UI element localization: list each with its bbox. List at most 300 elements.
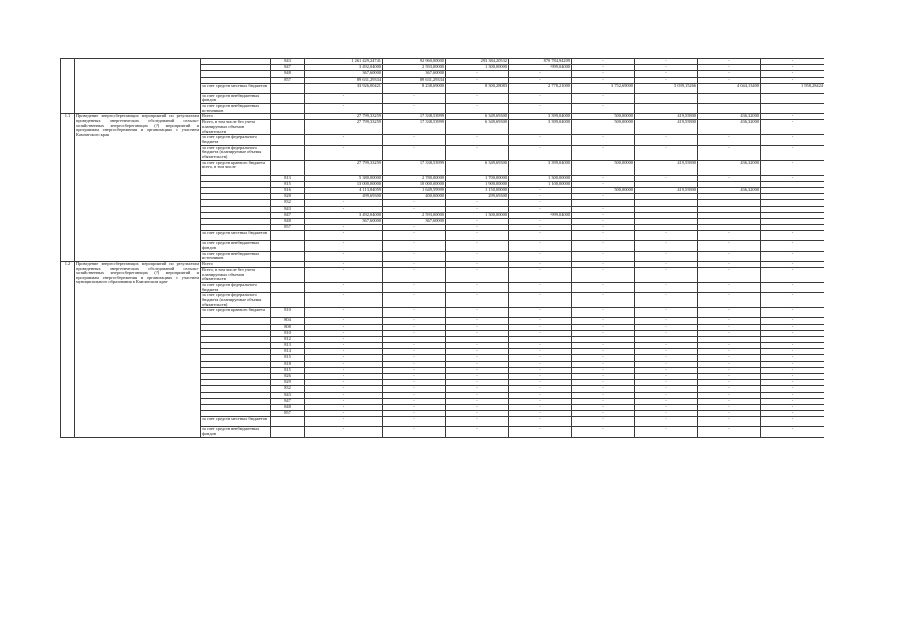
- value-cell: [635, 104, 698, 114]
- value-cell: -: [383, 330, 446, 336]
- value-cell: 500,00000: [572, 114, 635, 120]
- value-cell: -: [572, 194, 635, 200]
- value-cell: -: [635, 417, 698, 427]
- value-cell: 27 799,33259: [305, 120, 383, 135]
- budget-code: 812: [271, 336, 305, 342]
- value-cell: 436,32000: [698, 114, 761, 120]
- value-cell: -: [761, 330, 825, 336]
- budget-code: 815: [271, 367, 305, 373]
- value-cell: -: [509, 398, 572, 404]
- value-cell: 419,55800: [635, 160, 698, 175]
- value-cell: -: [698, 268, 761, 283]
- value-cell: 10 000,00000: [383, 181, 446, 187]
- value-cell: -: [572, 251, 635, 261]
- value-cell: -: [383, 268, 446, 283]
- value-cell: -: [761, 417, 825, 427]
- budget-table: [60, 58, 824, 438]
- value-cell: -: [446, 77, 509, 83]
- value-cell: -: [446, 268, 509, 283]
- value-cell: 4 113,84059: [305, 188, 383, 194]
- value-cell: 500,00000: [572, 188, 635, 194]
- value-cell: -: [446, 135, 509, 145]
- value-cell: -: [305, 135, 383, 145]
- value-cell: 293 384,20532: [446, 59, 509, 65]
- value-cell: -: [761, 293, 825, 308]
- value-cell: -: [383, 251, 446, 261]
- value-cell: -: [305, 231, 383, 241]
- value-cell: -: [446, 219, 509, 225]
- value-cell: -: [383, 404, 446, 410]
- value-cell: -: [698, 349, 761, 355]
- value-cell: -: [635, 427, 698, 437]
- value-cell: -: [446, 392, 509, 398]
- value-cell: -: [761, 427, 825, 437]
- funding-source: за счет средств внебюджетных источников: [201, 251, 271, 261]
- value-cell: 1 900,00000: [446, 181, 509, 187]
- value-cell: -: [635, 231, 698, 241]
- value-cell: -: [383, 318, 446, 324]
- budget-code: 857: [271, 77, 305, 83]
- value-cell: 367,60000: [383, 71, 446, 77]
- value-cell: -: [635, 145, 698, 160]
- value-cell: 299,69300: [446, 194, 509, 200]
- value-cell: -: [305, 104, 383, 114]
- value-cell: -: [698, 386, 761, 392]
- value-cell: 1 300,00000: [509, 175, 572, 181]
- value-cell: -: [509, 71, 572, 77]
- value-cell: 1 300,00000: [446, 212, 509, 218]
- value-cell: -: [635, 65, 698, 71]
- budget-code: 814: [271, 349, 305, 355]
- budget-code: [271, 241, 305, 251]
- value-cell: 436,32000: [698, 120, 761, 135]
- value-cell: -: [305, 268, 383, 283]
- budget-code: 810: [271, 330, 305, 336]
- budget-code: 813: [271, 175, 305, 181]
- value-cell: 419,55800: [635, 120, 698, 135]
- value-cell: -: [509, 367, 572, 373]
- value-cell: -: [383, 200, 446, 206]
- value-cell: -: [761, 349, 825, 355]
- value-cell: [698, 104, 761, 114]
- value-cell: -: [446, 261, 509, 267]
- budget-code: 857: [271, 225, 305, 231]
- value-cell: -: [635, 59, 698, 65]
- value-cell: 1 300,00000: [446, 65, 509, 71]
- value-cell: -: [698, 343, 761, 349]
- value-cell: -: [509, 417, 572, 427]
- value-cell: -: [446, 367, 509, 373]
- value-cell: -: [383, 349, 446, 355]
- value-cell: -: [572, 308, 635, 318]
- value-cell: -: [572, 77, 635, 83]
- value-cell: 1 100,00000: [509, 181, 572, 187]
- value-cell: -: [572, 343, 635, 349]
- value-cell: -: [305, 367, 383, 373]
- value-cell: -: [383, 93, 446, 103]
- budget-code: 816: [271, 188, 305, 194]
- value-cell: -: [698, 411, 761, 417]
- value-cell: -: [572, 349, 635, 355]
- value-cell: -: [446, 343, 509, 349]
- value-cell: 17 338,53999: [383, 120, 446, 135]
- value-cell: -: [446, 324, 509, 330]
- value-cell: -: [383, 398, 446, 404]
- value-cell: -: [305, 293, 383, 308]
- value-cell: -: [509, 330, 572, 336]
- value-cell: -: [635, 355, 698, 361]
- value-cell: -: [761, 145, 825, 160]
- value-cell: -: [305, 404, 383, 410]
- value-cell: 4 044,13400: [698, 83, 761, 93]
- value-cell: 8 300,28083: [446, 83, 509, 93]
- value-cell: -: [383, 355, 446, 361]
- value-cell: -: [383, 411, 446, 417]
- value-cell: -: [446, 417, 509, 427]
- value-cell: -: [572, 392, 635, 398]
- value-cell: 27 799,33259: [305, 160, 383, 175]
- value-cell: -: [509, 349, 572, 355]
- value-cell: -: [509, 404, 572, 410]
- value-cell: 499,69300: [305, 194, 383, 200]
- value-cell: -: [698, 398, 761, 404]
- value-cell: 27 799,33259: [305, 114, 383, 120]
- value-cell: -: [572, 104, 635, 114]
- value-cell: -: [572, 380, 635, 386]
- funding-source: за счет средств федерального бюджета (планируемые объемы обязательств): [201, 293, 271, 308]
- value-cell: 3 492,04000: [305, 212, 383, 218]
- value-cell: -: [698, 318, 761, 324]
- value-cell: 6 349,69300: [446, 120, 509, 135]
- value-cell: -: [572, 225, 635, 231]
- value-cell: -: [305, 206, 383, 212]
- value-cell: -: [305, 392, 383, 398]
- funding-source: за счет средств местных бюджетов: [201, 231, 271, 241]
- funding-source: за счет средств внебюджетных фондов: [201, 427, 271, 437]
- value-cell: -: [509, 194, 572, 200]
- value-cell: 870 784,94209: [509, 59, 572, 65]
- value-cell: 89 631,29334: [305, 77, 383, 83]
- value-cell: -: [761, 231, 825, 241]
- budget-code: 815: [271, 355, 305, 361]
- value-cell: -: [446, 330, 509, 336]
- value-cell: -: [383, 392, 446, 398]
- value-cell: -: [761, 114, 825, 120]
- value-cell: -: [383, 343, 446, 349]
- value-cell: -: [635, 374, 698, 380]
- budget-code: 847: [271, 65, 305, 71]
- value-cell: -: [698, 261, 761, 267]
- value-cell: -: [761, 120, 825, 135]
- value-cell: 2 593,00000: [383, 212, 446, 218]
- value-cell: -: [446, 200, 509, 206]
- value-cell: -: [572, 71, 635, 77]
- value-cell: -: [572, 283, 635, 293]
- value-cell: -: [383, 283, 446, 293]
- value-cell: 367,60000: [383, 219, 446, 225]
- value-cell: -: [635, 308, 698, 318]
- value-cell: -: [446, 225, 509, 231]
- value-cell: [698, 93, 761, 103]
- value-cell: -: [572, 411, 635, 417]
- funding-source: за счет средств краевого бюджета всего, в том числе: [201, 160, 271, 175]
- value-cell: -: [509, 251, 572, 261]
- budget-code: [271, 251, 305, 261]
- value-cell: -: [509, 188, 572, 194]
- value-cell: -: [509, 104, 572, 114]
- budget-code: 857: [271, 411, 305, 417]
- value-cell: -: [305, 398, 383, 404]
- value-cell: -: [572, 181, 635, 187]
- budget-code: 843: [271, 392, 305, 398]
- value-cell: -: [635, 135, 698, 145]
- value-cell: -: [446, 71, 509, 77]
- value-cell: -: [698, 392, 761, 398]
- budget-code: 808: [271, 324, 305, 330]
- value-cell: -: [635, 241, 698, 251]
- value-cell: -: [635, 411, 698, 417]
- value-cell: -: [698, 59, 761, 65]
- value-cell: -: [698, 77, 761, 83]
- funding-source: Всего: [201, 261, 271, 267]
- budget-code: 847: [271, 212, 305, 218]
- value-cell: -: [446, 231, 509, 241]
- value-cell: -: [383, 206, 446, 212]
- value-cell: -: [698, 404, 761, 410]
- funding-source: за счет средств федерального бюджета: [201, 135, 271, 145]
- value-cell: 3 492,04000: [305, 65, 383, 71]
- value-cell: -: [698, 374, 761, 380]
- budget-code: [271, 231, 305, 241]
- value-cell: 1 150,00000: [446, 188, 509, 194]
- value-cell: -: [761, 361, 825, 367]
- value-cell: -: [635, 392, 698, 398]
- value-cell: -: [446, 398, 509, 404]
- value-cell: -: [635, 380, 698, 386]
- budget-code: 804: [271, 318, 305, 324]
- funding-source: за счет средств федерального бюджета: [201, 283, 271, 293]
- value-cell: -: [509, 318, 572, 324]
- value-cell: -: [446, 355, 509, 361]
- value-cell: -: [635, 349, 698, 355]
- value-cell: -: [446, 293, 509, 308]
- budget-code: [271, 135, 305, 145]
- value-cell: -: [761, 404, 825, 410]
- budget-code: 810: [271, 308, 305, 318]
- item-description: Проведение энергосберегающих мероприятий по результатам проведенных энергетических обследований сельско-хозяйственных энергосберегающих (?) мероприятий и программам энергосбережения и организациях с участием Камчатского края: [75, 114, 201, 262]
- budget-code: 843: [271, 206, 305, 212]
- value-cell: -: [446, 308, 509, 318]
- value-cell: -: [509, 93, 572, 103]
- value-cell: -: [572, 324, 635, 330]
- value-cell: -: [305, 427, 383, 437]
- value-cell: -: [446, 241, 509, 251]
- value-cell: 419,55800: [635, 114, 698, 120]
- value-cell: -: [305, 411, 383, 417]
- value-cell: -: [635, 283, 698, 293]
- value-cell: 436,32000: [698, 160, 761, 175]
- value-cell: -: [509, 261, 572, 267]
- value-cell: -: [635, 175, 698, 181]
- value-cell: -: [383, 417, 446, 427]
- funding-source: Всего, в том числе без учета планируемых объемов обязательств: [201, 120, 271, 135]
- value-cell: -: [761, 355, 825, 361]
- value-cell: 1 261 429,24741: [305, 59, 383, 65]
- value-cell: -: [761, 135, 825, 145]
- value-cell: 3 399,04000: [509, 120, 572, 135]
- value-cell: -: [761, 59, 825, 65]
- value-cell: -: [383, 261, 446, 267]
- value-cell: 8 238,69000: [383, 83, 446, 93]
- value-cell: -: [446, 411, 509, 417]
- value-cell: -: [572, 65, 635, 71]
- value-cell: 13 000,00000: [305, 181, 383, 187]
- value-cell: -: [572, 374, 635, 380]
- value-cell: -: [698, 293, 761, 308]
- value-cell: -: [305, 361, 383, 367]
- value-cell: -: [761, 411, 825, 417]
- value-cell: -: [446, 427, 509, 437]
- value-cell: -: [761, 261, 825, 267]
- value-cell: -: [305, 386, 383, 392]
- value-cell: -: [635, 398, 698, 404]
- value-cell: -: [761, 77, 825, 83]
- value-cell: -: [509, 392, 572, 398]
- table-body: [61, 59, 825, 438]
- value-cell: -: [446, 93, 509, 103]
- value-cell: -: [635, 261, 698, 267]
- value-cell: -: [635, 293, 698, 308]
- value-cell: 500,00000: [572, 120, 635, 135]
- value-cell: -: [446, 206, 509, 212]
- value-cell: -: [698, 367, 761, 373]
- value-cell: -: [509, 374, 572, 380]
- value-cell: -: [383, 145, 446, 160]
- value-cell: -: [305, 374, 383, 380]
- value-cell: -: [698, 231, 761, 241]
- value-cell: 3 399,04000: [509, 114, 572, 120]
- value-cell: -: [305, 380, 383, 386]
- value-cell: -: [305, 417, 383, 427]
- budget-code: 847: [271, 398, 305, 404]
- funding-source: за счет средств внебюджетных источников: [201, 104, 271, 114]
- value-cell: -: [698, 361, 761, 367]
- value-cell: -: [572, 367, 635, 373]
- value-cell: -999,04000: [509, 212, 572, 218]
- value-cell: -: [572, 398, 635, 404]
- value-cell: 5 380,00000: [305, 175, 383, 181]
- budget-code: [271, 293, 305, 308]
- value-cell: -: [698, 330, 761, 336]
- value-cell: -: [305, 93, 383, 103]
- value-cell: -: [305, 261, 383, 267]
- funding-source: Всего, в том числе без учета планируемых объемов обязательств: [201, 268, 271, 283]
- value-cell: 1 958,28424: [761, 83, 825, 93]
- value-cell: -: [305, 349, 383, 355]
- value-cell: -: [509, 225, 572, 231]
- value-cell: -: [572, 404, 635, 410]
- value-cell: -: [446, 380, 509, 386]
- funding-source: за счет средств внебюджетных фондов: [201, 93, 271, 103]
- value-cell: -: [446, 104, 509, 114]
- value-cell: -999,04000: [509, 65, 572, 71]
- value-cell: -: [383, 367, 446, 373]
- value-cell: -: [572, 355, 635, 361]
- value-cell: -: [761, 65, 825, 71]
- value-cell: -: [383, 231, 446, 241]
- budget-code: 848: [271, 404, 305, 410]
- value-cell: 6 349,69300: [446, 114, 509, 120]
- budget-code: 848: [271, 219, 305, 225]
- value-cell: -: [761, 343, 825, 349]
- value-cell: -: [572, 427, 635, 437]
- value-cell: 500,00000: [572, 160, 635, 175]
- value-cell: -: [635, 386, 698, 392]
- budget-code: [271, 268, 305, 283]
- value-cell: -: [509, 219, 572, 225]
- value-cell: -: [509, 324, 572, 330]
- budget-code: [271, 145, 305, 160]
- value-cell: 367,60000: [305, 219, 383, 225]
- value-cell: -: [509, 206, 572, 212]
- value-cell: -: [698, 324, 761, 330]
- value-cell: -: [509, 343, 572, 349]
- budget-code: 843: [271, 59, 305, 65]
- item-description: [75, 59, 201, 114]
- value-cell: -: [509, 145, 572, 160]
- value-cell: 419,55800: [635, 188, 698, 194]
- value-cell: -: [446, 374, 509, 380]
- funding-source: за счет средств федерального бюджета (планируемые объемы обязательств): [201, 145, 271, 160]
- value-cell: -: [509, 411, 572, 417]
- value-cell: -: [509, 283, 572, 293]
- budget-code: 813: [271, 343, 305, 349]
- value-cell: -: [635, 77, 698, 83]
- item-number: [61, 59, 75, 114]
- value-cell: -: [572, 361, 635, 367]
- value-cell: -: [509, 380, 572, 386]
- budget-code: 826: [271, 374, 305, 380]
- budget-code: 832: [271, 386, 305, 392]
- value-cell: -: [383, 386, 446, 392]
- value-cell: -: [305, 200, 383, 206]
- value-cell: -: [509, 77, 572, 83]
- value-cell: -: [383, 293, 446, 308]
- value-cell: -: [635, 404, 698, 410]
- value-cell: -: [383, 135, 446, 145]
- value-cell: -: [305, 318, 383, 324]
- value-cell: -: [305, 283, 383, 293]
- value-cell: 2 593,00000: [383, 65, 446, 71]
- value-cell: 2 780,00000: [383, 175, 446, 181]
- value-cell: 2 778,21000: [509, 83, 572, 93]
- value-cell: [761, 93, 825, 103]
- value-cell: -: [761, 374, 825, 380]
- value-cell: -: [698, 427, 761, 437]
- value-cell: -: [572, 145, 635, 160]
- funding-source: за счет средств краевого бюджета: [201, 308, 271, 318]
- budget-code: 832: [271, 200, 305, 206]
- value-cell: -: [572, 268, 635, 283]
- value-cell: -: [698, 71, 761, 77]
- value-cell: -: [761, 380, 825, 386]
- value-cell: -: [572, 212, 635, 218]
- value-cell: -: [305, 145, 383, 160]
- value-cell: 436,32000: [698, 188, 761, 194]
- value-cell: -: [761, 160, 825, 175]
- budget-code: [271, 83, 305, 93]
- budget-code: 818: [271, 361, 305, 367]
